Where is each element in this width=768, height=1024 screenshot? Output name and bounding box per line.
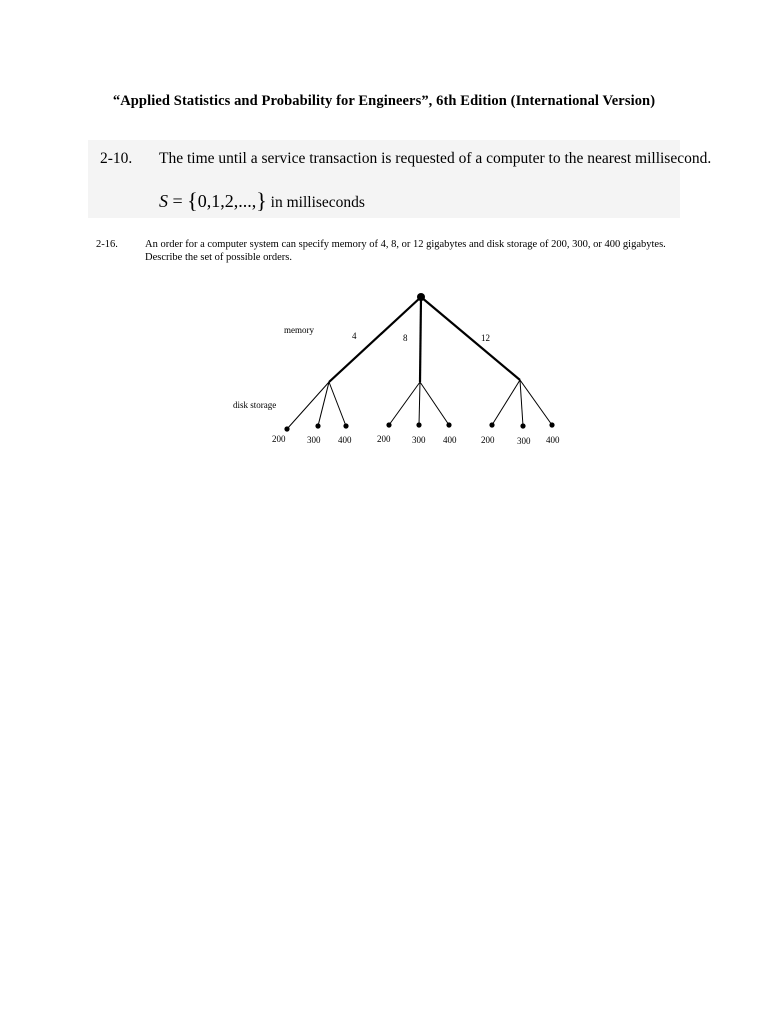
disk-option-label: 200 bbox=[481, 435, 495, 445]
memory-option-label: 8 bbox=[403, 333, 408, 343]
leaf-node bbox=[284, 426, 289, 431]
root-node bbox=[417, 293, 425, 301]
leaf-node bbox=[343, 423, 348, 428]
edge-8-to-400 bbox=[420, 382, 449, 425]
edge-12-to-300 bbox=[520, 380, 523, 426]
tree-edges bbox=[287, 297, 552, 429]
tree-labels bbox=[233, 325, 560, 446]
disk-option-label: 400 bbox=[443, 435, 457, 445]
leaf-node bbox=[416, 422, 421, 427]
problem-2-16-number: 2-16. bbox=[96, 239, 118, 250]
memory-level-label: memory bbox=[284, 325, 314, 335]
leaf-node bbox=[489, 422, 494, 427]
disk-option-label: 400 bbox=[546, 435, 560, 445]
edge-4-to-400 bbox=[329, 382, 346, 426]
edge-8-to-200 bbox=[389, 382, 420, 425]
disk-option-label: 300 bbox=[412, 435, 426, 445]
leaf-node bbox=[446, 422, 451, 427]
equals-sign: = bbox=[168, 191, 188, 211]
memory-option-label: 4 bbox=[352, 331, 357, 341]
leaf-node bbox=[315, 423, 320, 428]
edge-12-to-400 bbox=[520, 380, 552, 425]
edge-8-to-300 bbox=[419, 382, 420, 425]
open-brace: { bbox=[187, 188, 198, 213]
sample-space-unit: in milliseconds bbox=[266, 194, 365, 211]
disk-option-label: 400 bbox=[338, 435, 352, 445]
sample-space-symbol: S bbox=[159, 191, 168, 211]
leaf-node bbox=[549, 422, 554, 427]
problem-2-10-text: The time until a service transaction is requested of a computer to the nearest millisecond. bbox=[159, 150, 712, 167]
disk-option-label: 300 bbox=[517, 436, 531, 446]
leaf-node bbox=[520, 423, 525, 428]
memory-option-label: 12 bbox=[481, 333, 490, 343]
problem-2-10-number: 2-10. bbox=[100, 150, 133, 167]
disk-option-label: 200 bbox=[272, 434, 286, 444]
document-title: “Applied Statistics and Probability for Engineers”, 6th Edition (International Version) bbox=[112, 93, 656, 109]
close-brace: } bbox=[256, 188, 267, 213]
edge-12-to-200 bbox=[492, 380, 520, 425]
disk-level-label: disk storage bbox=[233, 400, 277, 410]
disk-option-label: 300 bbox=[307, 435, 321, 445]
problem-2-16-text: An order for a computer system can specify memory of 4, 8, or 12 gigabytes and disk storage of 200, 300, or 400 gigabytes. Describe the set of possible orders. bbox=[145, 239, 666, 263]
edge-root-to-memory-8 bbox=[420, 297, 421, 382]
disk-option-label: 200 bbox=[377, 434, 391, 444]
sample-space-set: 0,1,2,..., bbox=[197, 191, 257, 211]
leaf-node bbox=[386, 422, 391, 427]
edge-root-to-memory-12 bbox=[421, 297, 520, 380]
